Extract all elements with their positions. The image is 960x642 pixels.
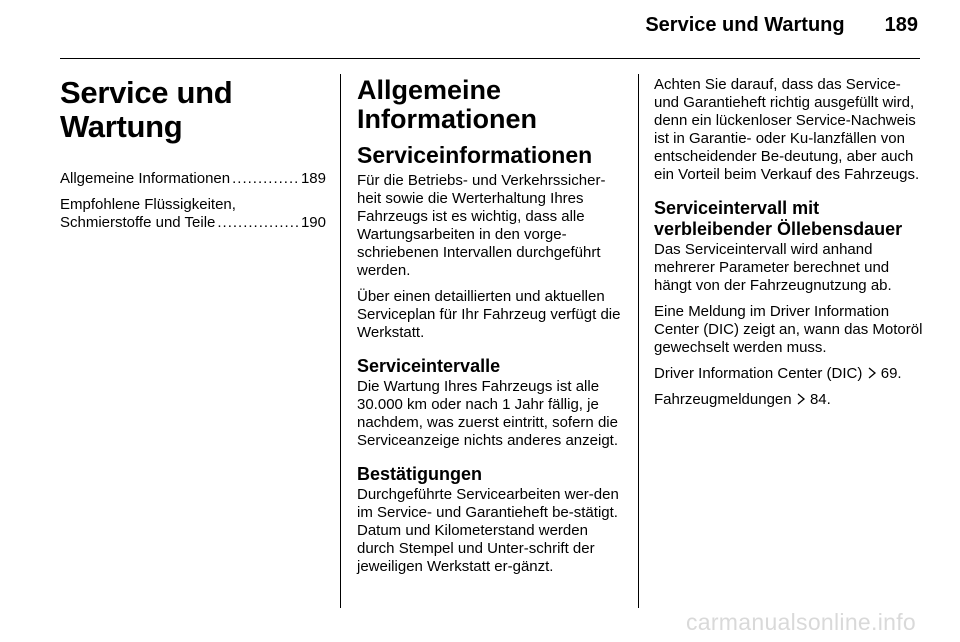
column-divider-1	[340, 74, 341, 608]
section-heading	[357, 76, 629, 134]
paragraph: Achten Sie darauf, dass das Service- und Garantieheft richtig ausgefüllt wird, denn ein lückenloser Service-Nachweis ist in Garantie- oder Ku-lanzfällen von entscheidender Be-deutung, aber auch ein Vorteil beim Verkauf des Fahrzeugs.	[654, 76, 920, 183]
toc-item-page: 190	[300, 214, 326, 231]
chapter-column	[60, 76, 326, 240]
cross-reference[interactable]	[654, 365, 926, 383]
header-title: Service und Wartung	[645, 14, 845, 36]
reference-page: 69.	[880, 365, 902, 382]
paragraph: Das Serviceintervall wird anhand mehrerer Parameter berechnet und hängt von der Fahrzeugnutzung ab.	[654, 241, 892, 294]
subsection-heading: Serviceinformationen	[357, 142, 593, 168]
toc-leader	[232, 170, 299, 188]
page-header	[645, 14, 918, 37]
toc-leader	[217, 214, 299, 232]
page-number: 189	[884, 14, 918, 36]
content-column-2	[357, 76, 629, 584]
subheading-line: verbleibender Öllebensdauer	[654, 219, 903, 239]
column-divider-2	[638, 74, 639, 608]
content-column-3	[654, 76, 926, 417]
toc-item-label: Allgemeine Informationen	[60, 170, 231, 187]
watermark: carmanualsonline.info	[685, 609, 916, 635]
paragraph: Für die Betriebs- und Verkehrssicher-heit sowie die Werterhaltung Ihres Fahrzeugs ist es wichtig, dass alle Wartungsarbeiten in den vorge-schriebenen Intervallen durchgeführt werden.	[357, 172, 606, 279]
subheading: Serviceintervalle	[357, 356, 501, 376]
toc-item-label: Schmierstoffe und Teile	[60, 214, 216, 231]
reference-text: Fahrzeugmeldungen	[654, 391, 792, 408]
paragraph: Durchgeführte Servicearbeiten wer-den im Service- und Garantieheft be-stätigt. Datum und Kilometerstand werden durch Stempel und Unter-schrift der jeweiligen Werkstatt er-gänzt.	[357, 486, 619, 575]
toc-item[interactable]	[60, 196, 326, 232]
header-rule	[60, 58, 920, 59]
reference-text: Driver Information Center (DIC)	[654, 365, 863, 382]
toc-item-page: 189	[300, 170, 326, 187]
toc-item-label: Empfohlene Flüssigkeiten,	[60, 196, 236, 213]
arrow-reference-icon	[796, 393, 806, 405]
subheading	[654, 198, 926, 240]
paragraph: Eine Meldung im Driver Information Center (DIC) zeigt an, wann das Motoröl gewechselt werden muss.	[654, 303, 923, 356]
paragraph: Die Wartung Ihres Fahrzeugs ist alle 30.000 km oder nach 1 Jahr fällig, je nachdem, was zuerst eintritt, sofern die Serviceanzeige nichts anderes anzeigt.	[357, 378, 618, 449]
toc-item[interactable]	[60, 170, 326, 188]
chapter-title: Service und Wartung	[60, 75, 233, 144]
subheading: Bestätigungen	[357, 464, 483, 484]
cross-reference[interactable]	[654, 391, 926, 409]
arrow-reference-icon	[867, 367, 877, 379]
section-heading-line: Allgemeine	[357, 75, 502, 105]
paragraph: Über einen detaillierten und aktuellen Serviceplan für Ihr Fahrzeug verfügt die Werkstatt.	[357, 288, 621, 341]
section-heading-line: Informationen	[357, 104, 537, 134]
reference-page: 84.	[809, 391, 831, 408]
subheading-line: Serviceintervall mit	[654, 198, 820, 218]
